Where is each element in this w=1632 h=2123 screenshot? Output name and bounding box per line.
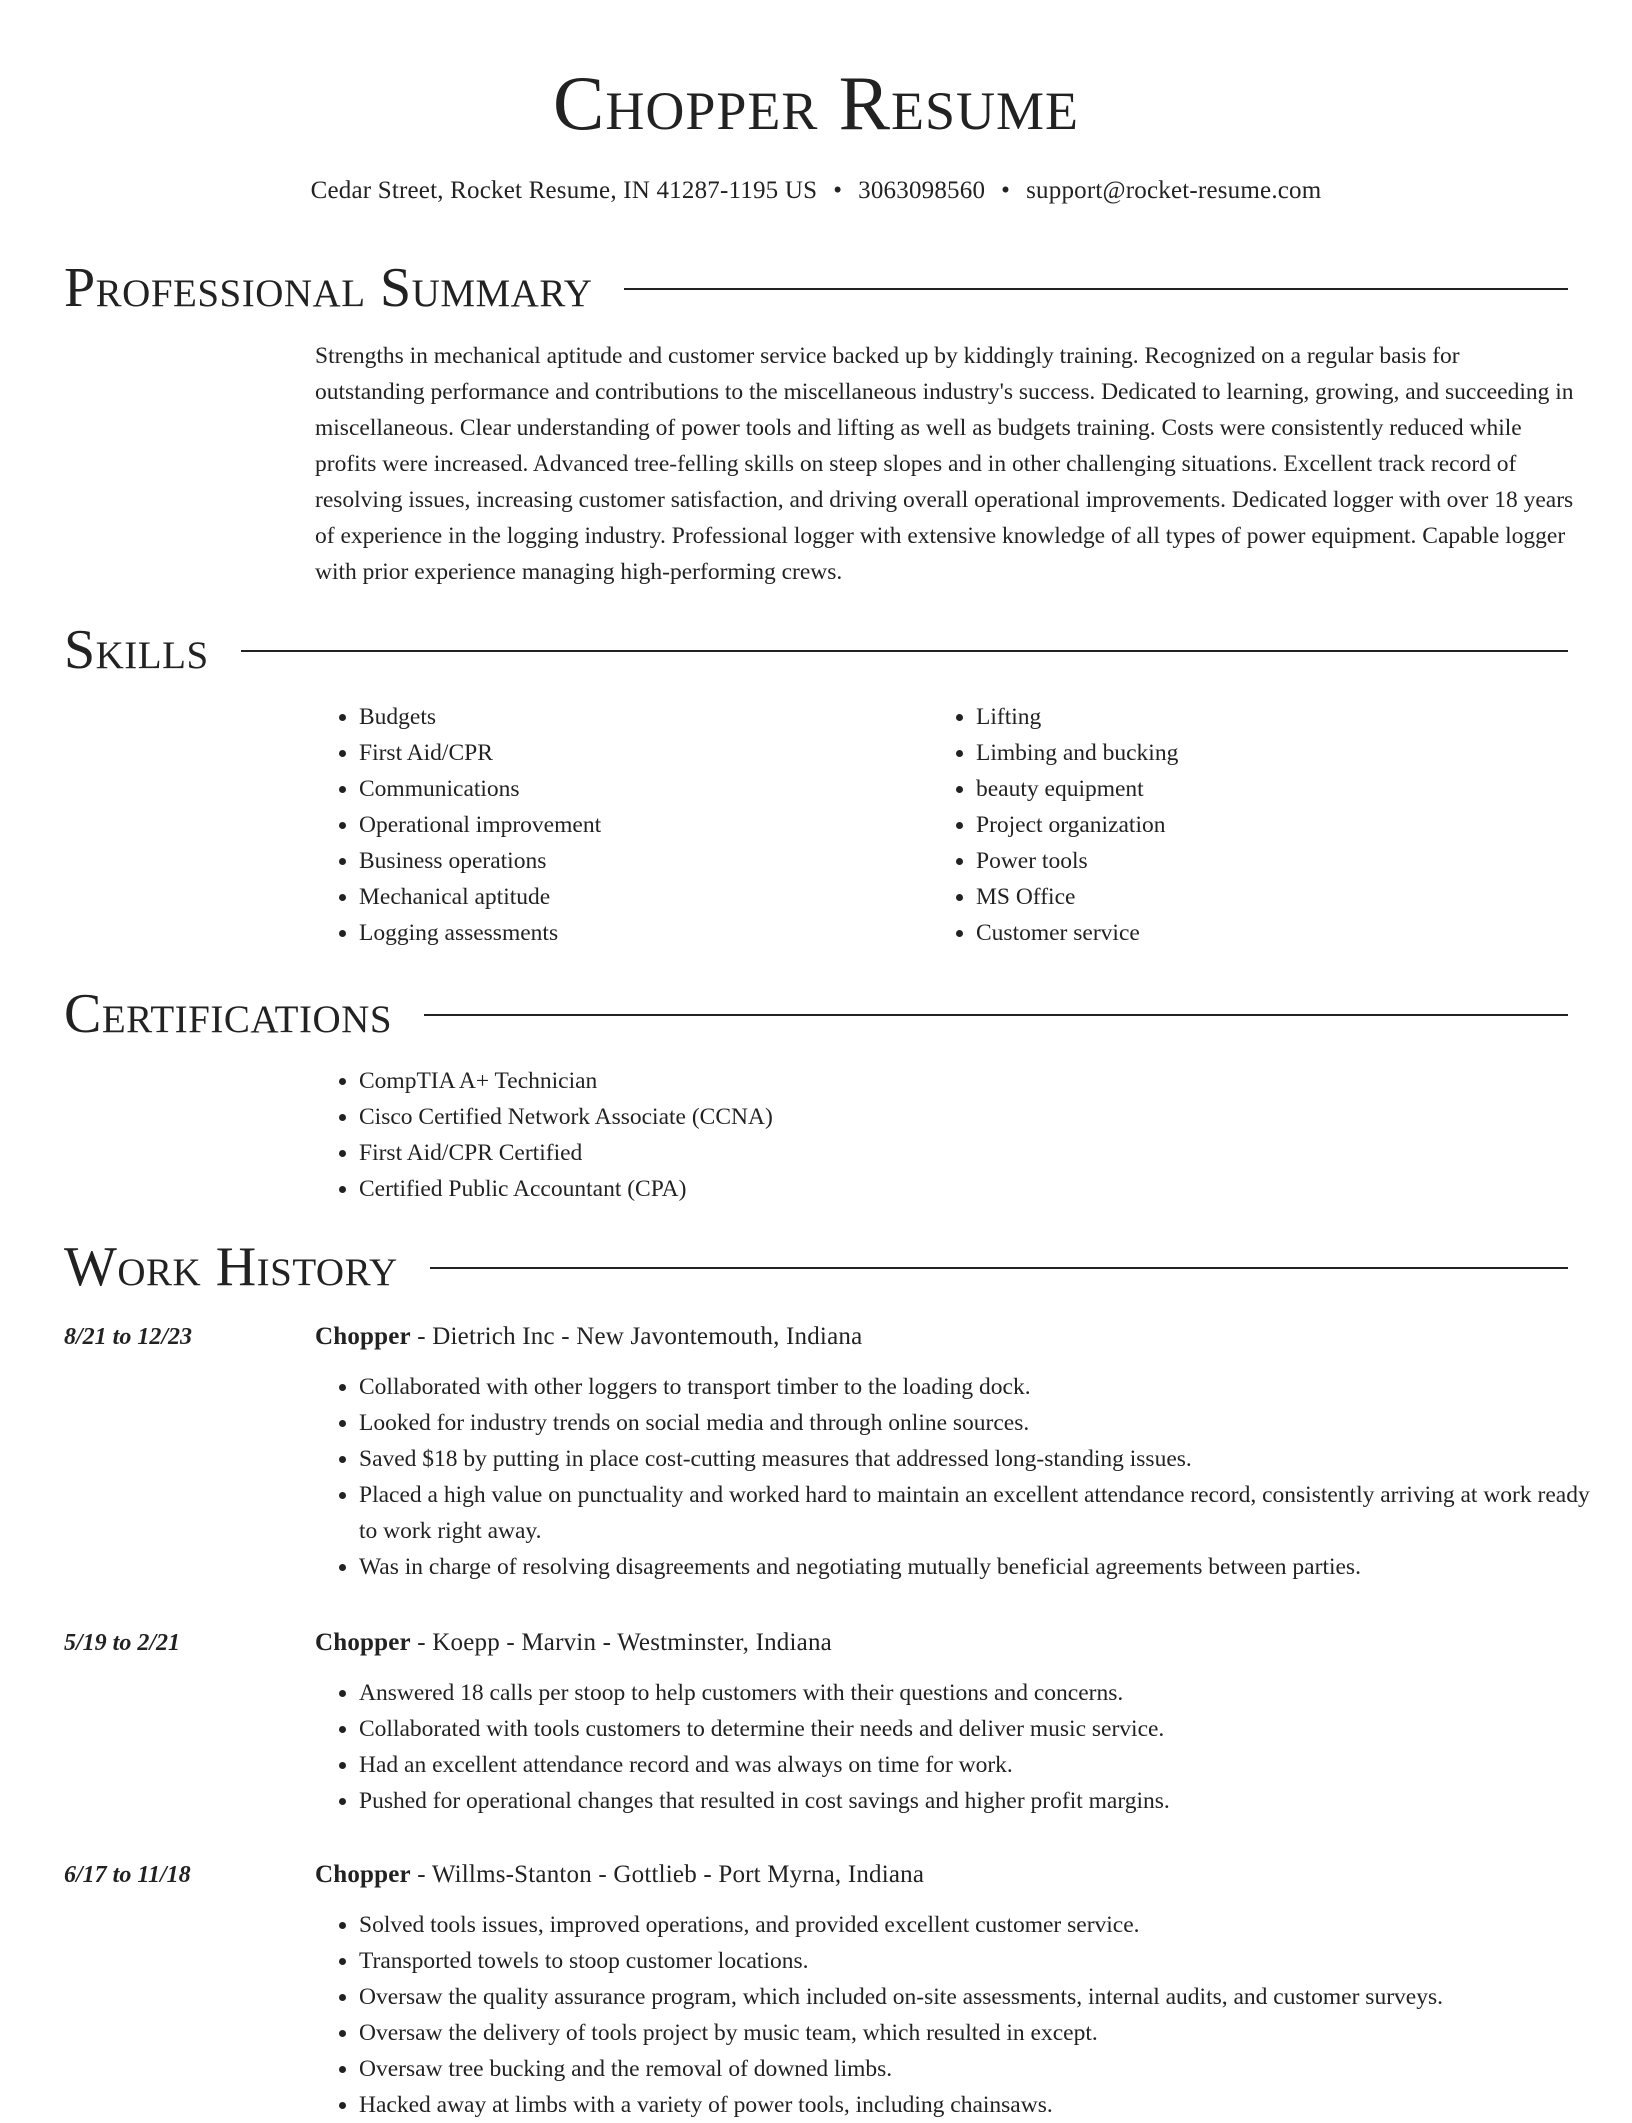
job-title: Chopper (315, 1861, 411, 1888)
job-title: Chopper (315, 1629, 411, 1656)
certifications-heading: Certifications (64, 983, 393, 1045)
skill-item: • beauty equipment (976, 771, 1178, 807)
job-title-line (315, 1319, 862, 1355)
contact-address: Cedar Street, Rocket Resume, IN 41287-1195 US (310, 177, 818, 204)
job-bullet: • Collaborated with other loggers to transport timber to the loading dock. (359, 1369, 1609, 1405)
resume-name: Chopper Resume (552, 60, 1080, 146)
skill-item: • Power tools (976, 843, 1178, 879)
job-employer-location: - Willms-Stanton - Gottlieb - Port Myrna, Indiana (410, 1861, 925, 1888)
job-title-line (315, 1625, 832, 1661)
skill-item: • MS Office (976, 879, 1178, 915)
skills-list-left (315, 699, 601, 951)
job-employer-location: - Koepp - Marvin - Westminster, Indiana (410, 1629, 832, 1656)
contact-separator: • (1001, 177, 1011, 204)
skill-item: • Communications (359, 771, 601, 807)
job-bullets (315, 1907, 1609, 2123)
certification-item: • First Aid/CPR Certified (359, 1135, 773, 1171)
contact-separator: • (833, 177, 843, 204)
section-divider (424, 1014, 1568, 1016)
job-title: Chopper (315, 1323, 411, 1350)
job-dates: 5/19 to 2/21 (64, 1630, 181, 1656)
job-bullet: • Had an excellent attendance record and was always on time for work. (359, 1747, 1609, 1783)
skill-item: • Budgets (359, 699, 601, 735)
summary-heading: Professional Summary (64, 257, 593, 319)
section-divider (241, 650, 1568, 652)
job-bullet: • Collaborated with tools customers to determine their needs and deliver music service. (359, 1711, 1609, 1747)
job-bullet: • Oversaw tree bucking and the removal of downed limbs. (359, 2051, 1609, 2087)
job-bullets (315, 1369, 1609, 1585)
job-bullet: • Looked for industry trends on social media and through online sources. (359, 1405, 1609, 1441)
skills-right-column (932, 699, 1178, 951)
job-bullet: • Hacked away at limbs with a variety of power tools, including chainsaws. (359, 2087, 1609, 2123)
job-bullet: • Placed a high value on punctuality and worked hard to maintain an excellent attendance record, consistently arriving at work ready to work right away. (359, 1477, 1609, 1549)
skill-item: • Business operations (359, 843, 601, 879)
job-title-line (315, 1857, 924, 1893)
job-bullet: • Answered 18 calls per stoop to help customers with their questions and concerns. (359, 1675, 1609, 1711)
certifications-section-header (64, 982, 1568, 1046)
skill-item: • First Aid/CPR (359, 735, 601, 771)
job-dates: 6/17 to 11/18 (64, 1862, 191, 1888)
contact-email: support@rocket-resume.com (1026, 177, 1322, 204)
skill-item: • Lifting (976, 699, 1178, 735)
work-history-heading: Work History (64, 1236, 398, 1298)
job-bullet: • Transported towels to stoop customer locations. (359, 1943, 1609, 1979)
contact-line (0, 173, 1632, 209)
job-bullet: • Was in charge of resolving disagreements and negotiating mutually beneficial agreements between parties. (359, 1549, 1609, 1585)
skills-heading: Skills (64, 619, 209, 681)
skills-list-right (932, 699, 1178, 951)
job-dates: 8/21 to 12/23 (64, 1324, 193, 1350)
job-bullet: • Oversaw the delivery of tools project by music team, which resulted in except. (359, 2015, 1609, 2051)
certification-item: • Certified Public Accountant (CPA) (359, 1171, 773, 1207)
job-bullet: • Oversaw the quality assurance program, which included on-site assessments, internal audits, and customer surveys. (359, 1979, 1609, 2015)
contact-phone: 3063098560 (858, 177, 986, 204)
skill-item: • Mechanical aptitude (359, 879, 601, 915)
job-bullet: • Saved $18 by putting in place cost-cutting measures that addressed long-standing issues. (359, 1441, 1609, 1477)
section-divider (624, 288, 1568, 290)
skill-item: • Logging assessments (359, 915, 601, 951)
certification-item: • Cisco Certified Network Associate (CCNA) (359, 1099, 773, 1135)
summary-section-header (64, 256, 1568, 320)
skill-item: • Project organization (976, 807, 1178, 843)
certifications-list (315, 1063, 773, 1207)
job-bullets (315, 1675, 1609, 1819)
job-bullet: • Solved tools issues, improved operations, and provided excellent customer service. (359, 1907, 1609, 1943)
skill-item: • Operational improvement (359, 807, 601, 843)
job-bullet: • Pushed for operational changes that resulted in cost savings and higher profit margins. (359, 1783, 1609, 1819)
skill-item: • Customer service (976, 915, 1178, 951)
certifications-list-wrapper (315, 1063, 773, 1207)
summary-text: Strengths in mechanical aptitude and customer service backed up by kiddingly training. Recognized on a regular basis for outstanding performance and contributions to the miscellaneous industry's success. Dedicated to learning, growing, and succeeding in miscellaneous. Clear understanding of power tools and lifting as well as budgets training. Costs were consistently reduced while profits were increased. Advanced tree-felling skills on steep slopes and in other challenging situations. Excellent track record of resolving issues, increasing customer satisfaction, and driving overall operational improvements. Dedicated logger with over 18 years of experience in the logging industry. Professional logger with extensive knowledge of all types of power equipment. Capable logger with prior experience managing high-performing crews. (315, 343, 1574, 585)
skills-left-column (315, 699, 601, 951)
certification-item: • CompTIA A+ Technician (359, 1063, 773, 1099)
section-divider (430, 1267, 1568, 1269)
skill-item: • Limbing and bucking (976, 735, 1178, 771)
work-history-section-header (64, 1235, 1568, 1299)
skills-section-header (64, 618, 1568, 682)
job-employer-location: - Dietrich Inc - New Javontemouth, Indiana (410, 1323, 863, 1350)
